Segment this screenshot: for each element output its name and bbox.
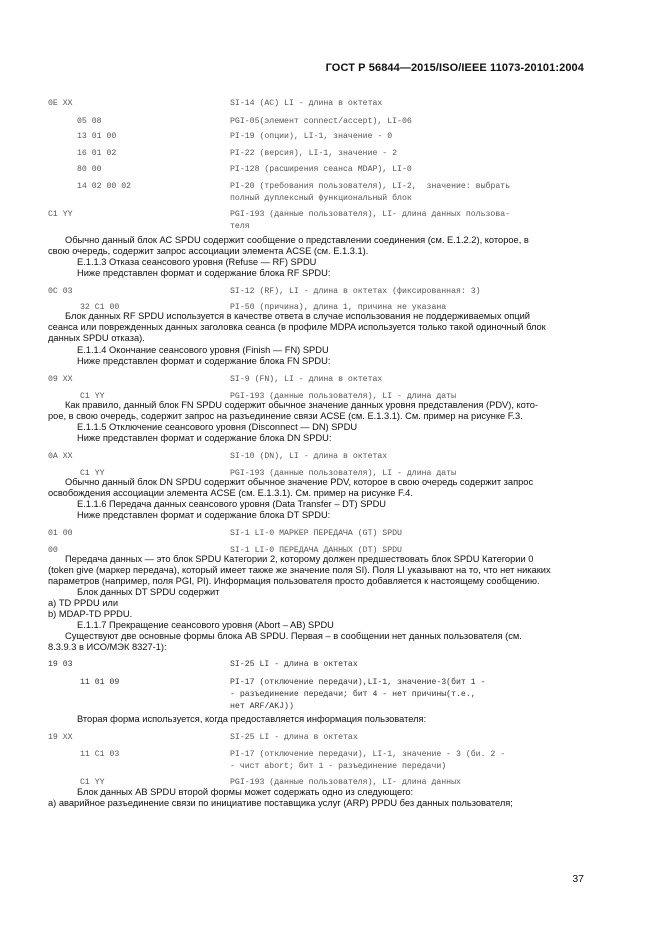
code-bytes: C1 YY bbox=[48, 210, 73, 219]
code-comment: PGI-193 (данные пользователя), LI- длина данных bbox=[230, 778, 461, 787]
code-comment: полный дуплексный функциональный блок bbox=[230, 194, 412, 203]
paragraph-line: Е.1.1.5 Отключение сеансового уровня (Disconnect — DN) SPDU bbox=[77, 422, 358, 432]
code-comment: - разъединение передачи; бит 4 - нет причины(т.е., bbox=[230, 690, 476, 699]
document-header: ГОСТ Р 56844—2015/ISO/IEEE 11073-20101:2004 bbox=[325, 62, 584, 74]
code-comment: PI-50 (причина), длина 1, причина не указана bbox=[230, 303, 447, 312]
code-bytes: 16 01 02 bbox=[77, 149, 117, 158]
code-comment: SI-25 LI - длина в октетах bbox=[230, 733, 358, 742]
code-comment: PGI-193 (данные пользователя), LI- длина данных пользова- bbox=[230, 210, 511, 219]
paragraph-line: 8.3.9.3 в ИСО/МЭК 8327-1): bbox=[48, 642, 167, 652]
paragraph-line: (token give (маркер передача), который имеет также же значение поля SI). Поля LI указывают на то, что нет никаких bbox=[48, 565, 551, 575]
code-comment: PI-22 (версия), LI-1, значение - 2 bbox=[230, 149, 398, 158]
paragraph-line: b) MDAP-TD PPDU. bbox=[48, 609, 133, 619]
code-bytes: C1 YY bbox=[80, 469, 105, 478]
code-bytes: 14 02 00 02 bbox=[77, 182, 132, 191]
paragraph-line: Е.1.1.6 Передача данных сеансового уровня (Data Transfer – DT) SPDU bbox=[77, 499, 387, 509]
paragraph-line: Обычно данный блок DN SPDU содержит обычное значение PDV, которое в свою очередь содержит запрос bbox=[65, 477, 534, 487]
code-bytes: C1 YY bbox=[80, 392, 105, 401]
paragraph-line: Блок данных AB SPDU второй формы может содержать одно из следующего: bbox=[77, 787, 414, 797]
code-bytes: 11 01 09 bbox=[80, 678, 120, 687]
code-comment: SI-14 (AC) LI - длина в октетах bbox=[230, 99, 383, 108]
paragraph-line: Передача данных — это блок SPDU Категории 2, которому должен предшествовать блок SPDU Категории 0 bbox=[65, 554, 534, 564]
paragraph-line: Обычно данный блок АС SPDU содержит сообщение о представлении соединения (см. Е.1.2.2), которое, в bbox=[65, 235, 529, 245]
code-comment: PI-20 (требования пользователя), LI-2, значение: выбрать bbox=[230, 182, 511, 191]
paragraph-line: Вторая форма используется, когда предоставляется информация пользователя: bbox=[77, 714, 427, 724]
paragraph-line: а) аварийное разъединение связи по инициативе поставщика услуг (ARP) PPDU без данных пользователя; bbox=[48, 798, 513, 808]
paragraph-line: свою очередь, содержит запрос ассоциации элемента ACSE (см. Е.1.3.1). bbox=[48, 246, 369, 256]
paragraph-line: освобождения ассоциации элемента ACSE (см. Е.1.3.1). См. пример на рисунке F.4. bbox=[48, 488, 413, 498]
paragraph-line: Е.1.1.3 Отказа сеансового уровня (Refuse — RF) SPDU bbox=[77, 257, 317, 267]
paragraph-line: Ниже представлен формат и содержание блока FN SPDU: bbox=[77, 356, 331, 366]
paragraph-line: Е.1.1.7 Прекращение сеансового уровня (Abort – AB) SPDU bbox=[77, 620, 334, 630]
code-bytes: 11 C1 03 bbox=[80, 750, 120, 759]
code-comment: теля bbox=[230, 222, 250, 231]
code-comment: PI-17 (отключение передачи),LI-1, значение-3(бит 1 - bbox=[230, 678, 486, 687]
paragraph-line: Блок данных RF SPDU используется в качестве ответа в случае использования не поддерживаемых опций bbox=[65, 311, 530, 321]
code-bytes: 19 03 bbox=[48, 660, 73, 669]
paragraph-line: Существуют две основные формы блока AB SPDU. Первая – в сообщении нет данных пользователя (см. bbox=[65, 631, 522, 641]
code-comment: PGI-193 (данные пользователя), LI - длина даты bbox=[230, 469, 457, 478]
code-bytes: C1 YY bbox=[80, 778, 105, 787]
code-comment: PGI-05(элемент connect/accept), LI-06 bbox=[230, 117, 412, 126]
paragraph-line: Ниже представлен формат и содержание блока RF SPDU: bbox=[77, 268, 331, 278]
code-bytes: 0A XX bbox=[48, 452, 73, 461]
code-comment: SI-25 LI - длина в октетах bbox=[230, 660, 358, 669]
code-comment: SI-1 LI-0 ПЕРЕДАЧА ДАННЫХ (DT) SPDU bbox=[230, 546, 402, 555]
code-bytes: 09 XX bbox=[48, 375, 73, 384]
code-bytes: 00 bbox=[48, 546, 58, 555]
paragraph-line: Е.1.1.4 Окончание сеансового уровня (Finish — FN) SPDU bbox=[77, 345, 329, 355]
paragraph-line: Как правило, данный блок FN SPDU содержит обычное значение данных уровня представления (PDV), кото- bbox=[65, 400, 539, 410]
code-comment: PI-17 (отключение передачи), LI-1, значение - 3 (би. 2 - bbox=[230, 750, 506, 759]
paragraph-line: Блок данных DT SPDU содержит bbox=[77, 587, 220, 597]
code-bytes: 0E XX bbox=[48, 99, 73, 108]
code-comment: SI-12 (RF), LI - длина в октетах (фиксированная: 3) bbox=[230, 287, 481, 296]
code-comment: PGI-193 (данные пользователя), LI - длина даты bbox=[230, 392, 457, 401]
code-bytes: 13 01 00 bbox=[77, 132, 117, 141]
paragraph-line: Ниже представлен формат и содержание блока DN SPDU: bbox=[77, 433, 332, 443]
code-bytes: 01 00 bbox=[48, 529, 73, 538]
code-comment: SI-10 (DN), LI - длина в октетах bbox=[230, 452, 388, 461]
code-bytes: 05 08 bbox=[77, 117, 102, 126]
page-number: 37 bbox=[572, 873, 584, 885]
code-comment: SI-1 LI-0 МАРКЕР ПЕРЕДАЧА (GT) SPDU bbox=[230, 529, 402, 538]
code-bytes: 0C 03 bbox=[48, 287, 73, 296]
code-comment: PI-19 (опции), LI-1, значение - 0 bbox=[230, 132, 393, 141]
code-comment: SI-9 (FN), LI - длина в октетах bbox=[230, 375, 383, 384]
paragraph-line: рое, в свою очередь, содержит запрос на разъединение связи ACSE (см. Е.1.3.1). См. пример на рисунке F.3. bbox=[48, 411, 523, 421]
paragraph-line: данных SPDU отказа). bbox=[48, 333, 145, 343]
code-bytes: 32 C1 00 bbox=[80, 303, 120, 312]
paragraph-line: Ниже представлен формат и содержание блока DT SPDU: bbox=[77, 510, 331, 520]
paragraph-line: а) TD PPDU или bbox=[48, 598, 119, 608]
code-comment: PI-128 (расширения сеанса MDAP), LI-0 bbox=[230, 165, 412, 174]
code-comment: - чист abort; бит 1 - разъединение передачи) bbox=[230, 762, 447, 771]
code-comment: нет ARF/AKJ)) bbox=[230, 702, 294, 711]
code-bytes: 19 XX bbox=[48, 733, 73, 742]
code-bytes: 80 00 bbox=[77, 165, 102, 174]
paragraph-line: параметров (например, поля PGI, PI). Информация пользователя просто добавляется к настоящему сообщению. bbox=[48, 576, 540, 586]
paragraph-line: сеанса или поврежденных данных заголовка сеанса (в профиле MDPA используется только такой одиночный блок bbox=[48, 322, 546, 332]
